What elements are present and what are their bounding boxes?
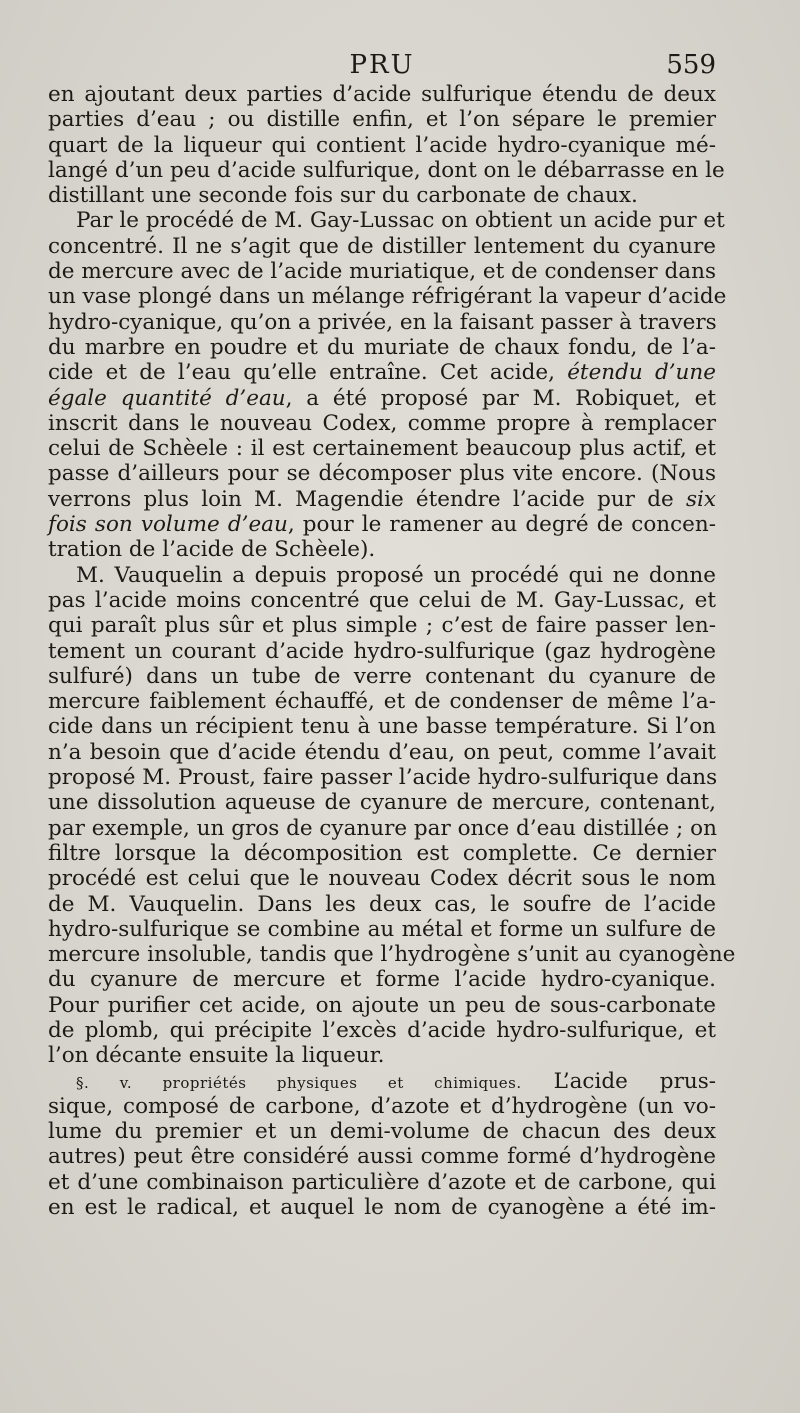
- text-line: procédé est celui que le nouveau Codex décrit sous le nom: [48, 866, 716, 892]
- text-line: qui paraît plus sûr et plus simple ; c’est de faire passer len-: [48, 613, 716, 639]
- section-heading: §. v. propriétés physiques et chimiques.: [76, 1073, 522, 1092]
- text-line: filtre lorsque la décomposition est complette. Ce dernier: [48, 840, 716, 866]
- text-line: [48, 1069, 716, 1094]
- text-line: de mercure avec de l’acide muriatique, et de condenser dans: [48, 259, 716, 285]
- text-line: [48, 386, 716, 411]
- italic-text: six: [685, 486, 716, 512]
- text-line: en est le radical, et auquel le nom de cyanogène a été im-: [48, 1195, 716, 1221]
- running-head: PRU: [349, 50, 415, 80]
- text-line: un vase plongé dans un mélange réfrigérant la vapeur d’acide: [48, 284, 727, 310]
- page-header: [48, 50, 716, 86]
- text-line: inscrit dans le nouveau Codex, comme propre à remplacer: [48, 410, 716, 436]
- text-line: pas l’acide moins concentré que celui de M. Gay-Lussac, et: [48, 587, 716, 613]
- text-line: de M. Vauquelin. Dans les deux cas, le soufre de l’acide: [48, 891, 716, 917]
- text-line: mercure faiblement échauffé, et de condenser de même l’a-: [48, 689, 716, 715]
- text-line: en ajoutant deux parties d’acide sulfurique étendu de deux: [48, 82, 716, 107]
- text-line: mercure insoluble, tandis que l’hydrogène s’unit au cyanogène: [48, 942, 736, 968]
- text-line: lume du premier et un demi-volume de chacun des deux: [48, 1119, 716, 1145]
- text-run: , pour le ramener au degré de concen-: [287, 512, 716, 538]
- text-line: langé d’un peu d’acide sulfurique, dont on le débarrasse en le: [48, 157, 725, 183]
- text-run: cide et de l’eau qu’elle entraîne. Cet acide,: [48, 360, 555, 386]
- text-line: une dissolution aqueuse de cyanure de mercure, contenant,: [48, 790, 716, 816]
- text-run: , a été proposé par M. Robiquet, et: [285, 385, 716, 411]
- text-line: par exemple, un gros de cyanure par once d’eau distillée ; on: [48, 815, 717, 841]
- text-line: proposé M. Proust, faire passer l’acide hydro-sulfurique dans: [48, 765, 718, 791]
- text-line: et d’une combinaison particulière d’azote et de carbone, qui: [48, 1169, 716, 1195]
- text-line: hydro-cyanique, qu’on a privée, en la faisant passer à travers: [48, 309, 717, 335]
- text-line: tration de l’acide de Schèele).: [48, 537, 376, 563]
- text-line: passe d’ailleurs pour se décomposer plus vite encore. (Nous: [48, 461, 716, 487]
- text-line: [48, 360, 716, 385]
- text-line: M. Vauquelin a depuis proposé un procédé qui ne donne: [76, 562, 716, 588]
- text-line: autres) peut être considéré aussi comme formé d’hydrogène: [48, 1144, 716, 1170]
- text-line: de plomb, qui précipite l’excès d’acide hydro-sulfurique, et: [48, 1017, 716, 1043]
- text-line: [48, 512, 716, 537]
- italic-text: fois son volume d’eau: [48, 512, 288, 538]
- text-run: L’acide prus-: [521, 1068, 716, 1094]
- paragraph-4: [48, 1069, 716, 1221]
- text-line: hydro-sulfurique se combine au métal et forme un sulfure de: [48, 916, 716, 942]
- page-number: 559: [666, 50, 716, 80]
- italic-text: égale quantité d’eau: [48, 385, 286, 411]
- text-line: du marbre en poudre et du muriate de chaux fondu, de l’a-: [48, 334, 716, 360]
- body-text: [48, 82, 736, 1221]
- text-line: tement un courant d’acide hydro-sulfurique (gaz hydrogène: [48, 638, 716, 664]
- text-line: sique, composé de carbone, d’azote et d’hydrogène (un vo-: [48, 1093, 716, 1119]
- text-line: distillant une seconde fois sur du carbonate de chaux.: [48, 183, 638, 209]
- text-line: [48, 487, 716, 512]
- text-run: verrons plus loin M. Magendie étendre l’acide pur de: [48, 486, 674, 512]
- text-line: celui de Schèele : il est certainement beaucoup plus actif, et: [48, 436, 716, 462]
- paragraph-2: [48, 208, 727, 563]
- text-line: du cyanure de mercure et forme l’acide hydro-cyanique.: [48, 967, 716, 993]
- text-line: l’on décante ensuite la liqueur.: [48, 1043, 385, 1069]
- italic-text: étendu d’une: [567, 360, 716, 386]
- text-line: sulfuré) dans un tube de verre contenant du cyanure de: [48, 663, 716, 689]
- paragraph-1: [48, 82, 725, 209]
- text-line: Pour purifier cet acide, on ajoute un peu de sous-carbonate: [48, 992, 716, 1018]
- text-line: cide dans un récipient tenu à une basse température. Si l’on: [48, 714, 716, 740]
- text-line: concentré. Il ne s’agit que de distiller lentement du cyanure: [48, 233, 716, 259]
- paragraph-3: [48, 562, 736, 1069]
- text-line: parties d’eau ; ou distille enfin, et l’on sépare le premier: [48, 107, 716, 133]
- text-line: n’a besoin que d’acide étendu d’eau, on peut, comme l’avait: [48, 739, 716, 765]
- text-line: quart de la liqueur qui contient l’acide hydro-cyanique mé-: [48, 132, 716, 158]
- text-line: Par le procédé de M. Gay-Lussac on obtient un acide pur et: [76, 208, 725, 234]
